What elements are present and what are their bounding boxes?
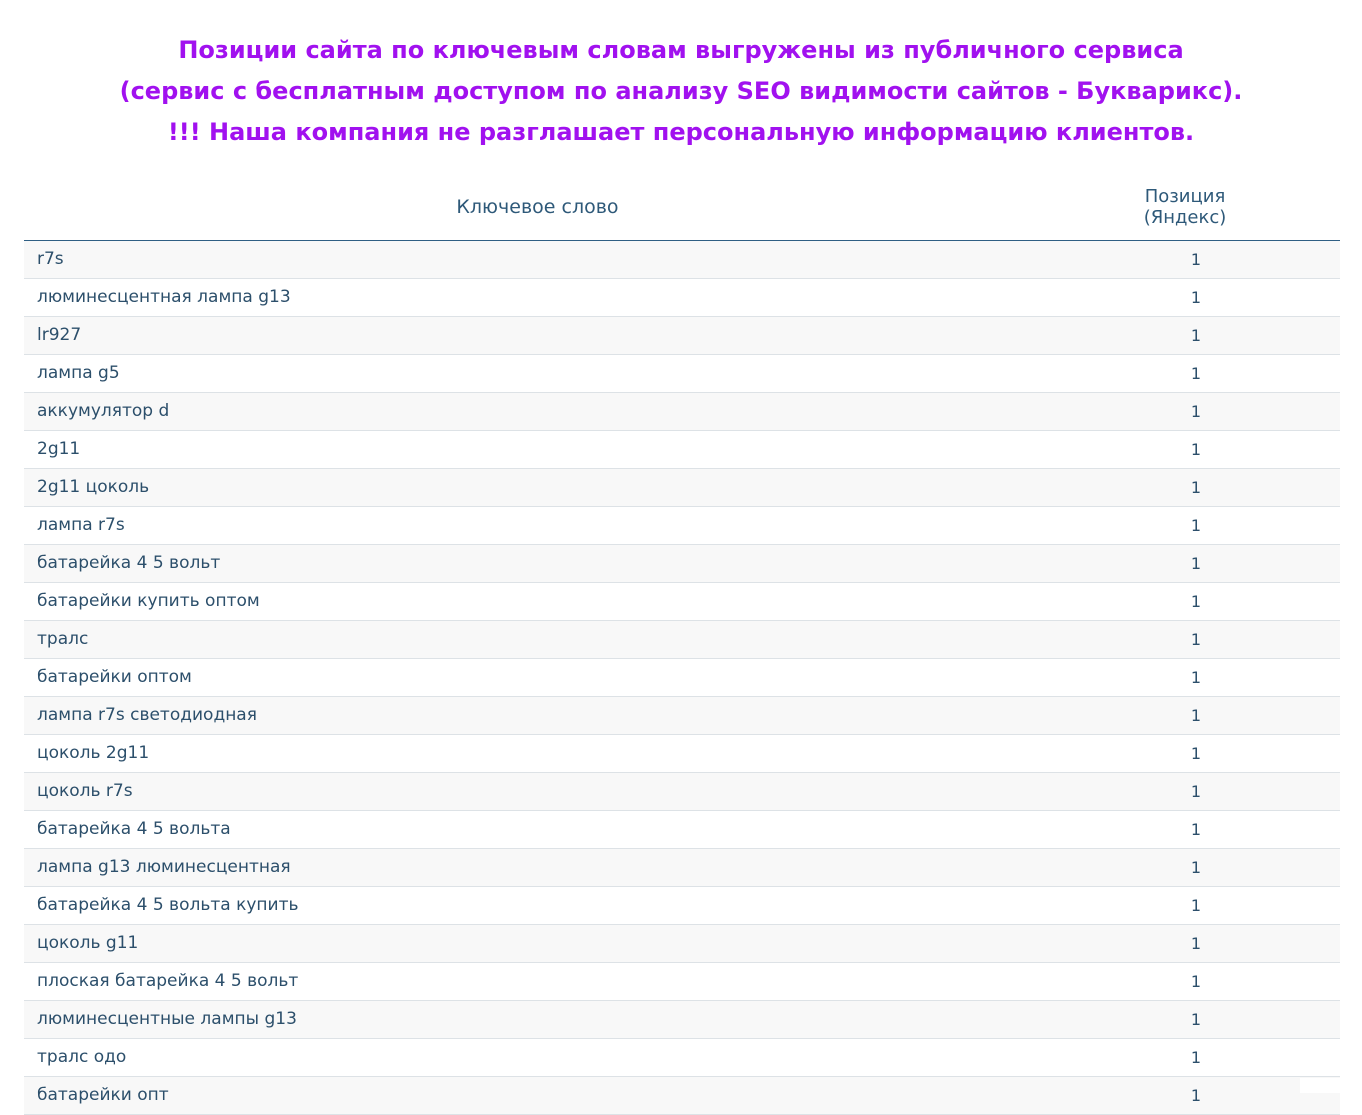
- keyword-cell: батарейки купить оптом: [37, 591, 260, 611]
- position-cell: 1: [1190, 364, 1202, 383]
- table-row: [24, 507, 1340, 545]
- column-header-position-label: Позиция: [1144, 186, 1226, 207]
- position-cell: 1: [1190, 820, 1202, 839]
- table-row: [24, 393, 1340, 431]
- position-cell: 1: [1190, 326, 1202, 345]
- keyword-cell: r7s: [37, 249, 64, 269]
- position-cell: 1: [1190, 896, 1202, 915]
- keyword-cell: цоколь 2g11: [37, 743, 150, 763]
- position-cell: 1: [1190, 1010, 1202, 1029]
- table-row: [24, 469, 1340, 507]
- position-cell: 1: [1190, 934, 1202, 953]
- keyword-cell: батарейка 4 5 вольт: [37, 553, 221, 573]
- keyword-cell: батарейки опт: [37, 1085, 169, 1105]
- position-cell: 1: [1190, 1086, 1202, 1105]
- keyword-cell: lr927: [37, 325, 82, 345]
- keyword-cell: батарейка 4 5 вольта: [37, 819, 231, 839]
- table-row: [24, 735, 1340, 773]
- table-row: [24, 887, 1340, 925]
- position-cell: 1: [1190, 1048, 1202, 1067]
- heading-line-2: (сервис с бесплатным доступом по анализу SEO видимости сайтов - Букварикс).: [119, 77, 1243, 105]
- position-cell: 1: [1190, 440, 1202, 459]
- keyword-cell: люминесцентные лампы g13: [37, 1009, 297, 1029]
- position-cell: 1: [1190, 858, 1202, 877]
- keyword-cell: тралс: [37, 629, 89, 649]
- table-row: [24, 431, 1340, 469]
- keyword-positions-table: [24, 178, 1340, 1115]
- keyword-cell: батарейка 4 5 вольта купить: [37, 895, 299, 915]
- position-cell: 1: [1190, 706, 1202, 725]
- keyword-cell: батарейки оптом: [37, 667, 192, 687]
- keyword-cell: цоколь g11: [37, 933, 139, 953]
- keyword-cell: цоколь r7s: [37, 781, 133, 801]
- position-cell: 1: [1190, 288, 1202, 307]
- table-row: [24, 1001, 1340, 1039]
- position-cell: 1: [1190, 782, 1202, 801]
- table-row: [24, 355, 1340, 393]
- position-cell: 1: [1190, 250, 1202, 269]
- table-row: [24, 545, 1340, 583]
- page-corner: [1300, 1078, 1340, 1093]
- table-row: [24, 811, 1340, 849]
- table-row: [24, 659, 1340, 697]
- table-row: [24, 1077, 1340, 1115]
- table-row: [24, 925, 1340, 963]
- position-cell: 1: [1190, 516, 1202, 535]
- position-cell: 1: [1190, 972, 1202, 991]
- table-row: [24, 1039, 1340, 1077]
- page-heading: [0, 30, 1362, 153]
- table-body: [24, 241, 1340, 1115]
- table-row: [24, 583, 1340, 621]
- table-header: [24, 178, 1340, 241]
- keyword-cell: 2g11: [37, 439, 81, 459]
- position-cell: 1: [1190, 668, 1202, 687]
- table-row: [24, 241, 1340, 279]
- table-row: [24, 773, 1340, 811]
- table-row: [24, 621, 1340, 659]
- table-row: [24, 963, 1340, 1001]
- position-cell: 1: [1190, 402, 1202, 421]
- heading-line-1: Позиции сайта по ключевым словам выгружены из публичного сервиса: [178, 36, 1184, 64]
- table-row: [24, 697, 1340, 735]
- position-cell: 1: [1190, 744, 1202, 763]
- keyword-cell: лампа r7s: [37, 515, 125, 535]
- table-row: [24, 317, 1340, 355]
- heading-line-3: !!! Наша компания не разглашает персональную информацию клиентов.: [167, 118, 1195, 146]
- keyword-cell: лампа r7s светодиодная: [37, 705, 257, 725]
- keyword-cell: 2g11 цоколь: [37, 477, 150, 497]
- position-cell: 1: [1190, 592, 1202, 611]
- column-header-keyword[interactable]: Ключевое слово: [456, 196, 619, 218]
- column-header-position-engine: (Яндекс): [1143, 207, 1227, 228]
- keyword-cell: лампа g5: [37, 363, 120, 383]
- table-row: [24, 279, 1340, 317]
- keyword-cell: плоская батарейка 4 5 вольт: [37, 971, 299, 991]
- position-cell: 1: [1190, 630, 1202, 649]
- keyword-cell: лампа g13 люминесцентная: [37, 857, 291, 877]
- column-header-position[interactable]: [1094, 186, 1276, 228]
- position-cell: 1: [1190, 478, 1202, 497]
- position-cell: 1: [1190, 554, 1202, 573]
- keyword-cell: тралс одо: [37, 1047, 127, 1067]
- keyword-cell: люминесцентная лампа g13: [37, 287, 291, 307]
- keyword-cell: аккумулятор d: [37, 401, 170, 421]
- table-row: [24, 849, 1340, 887]
